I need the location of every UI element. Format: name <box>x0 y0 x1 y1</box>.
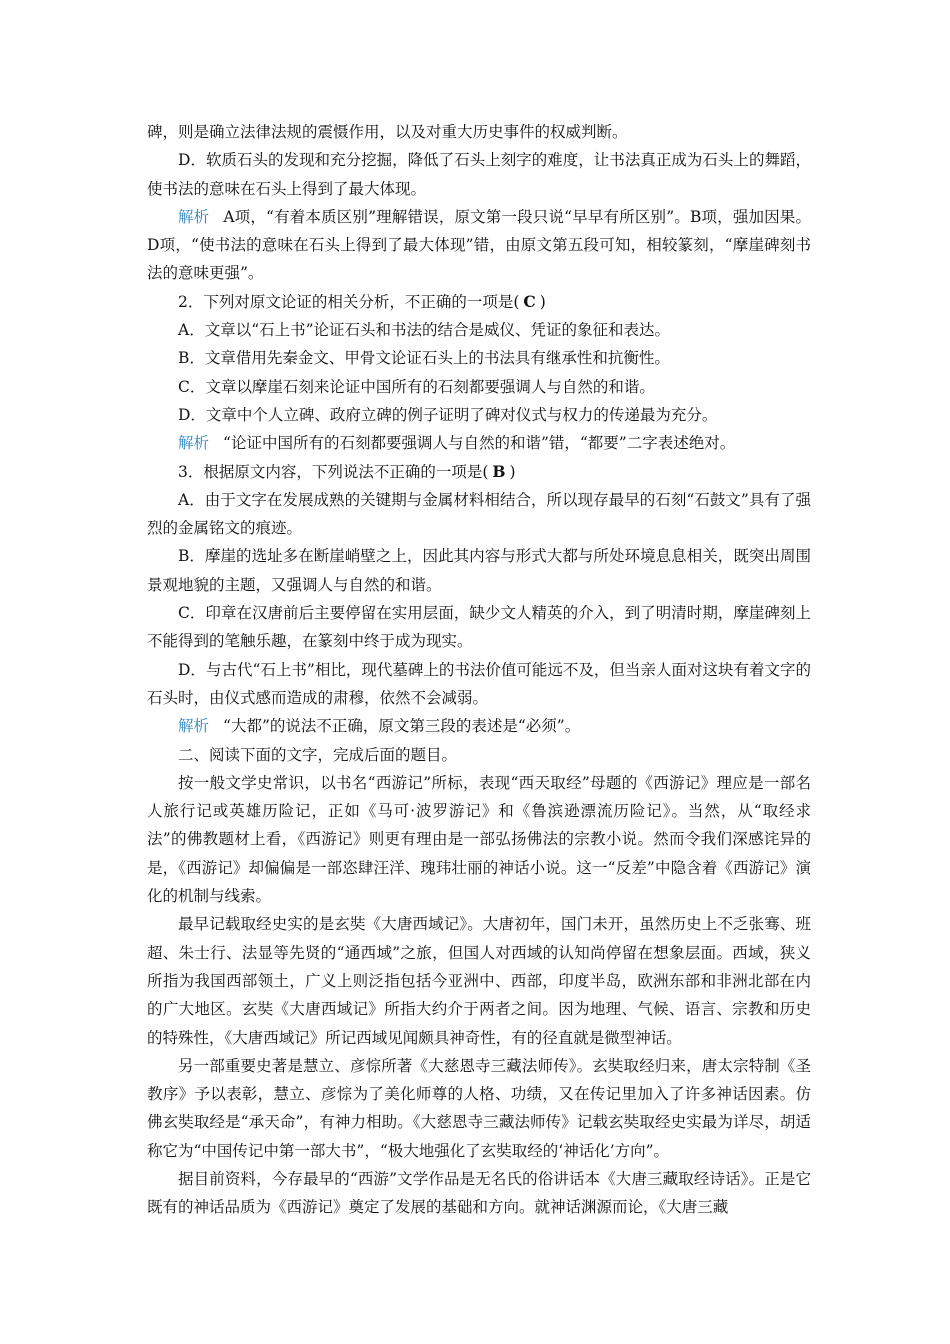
q2-option-b: B．文章借用先秦金文、甲骨文论证石头上的书法具有继承性和抗衡性。 <box>178 349 670 368</box>
q3-stem <box>147 458 811 486</box>
question-stem: 2．下列对原文论证的相关分析，不正确的一项是( <box>178 292 520 311</box>
q2-stem <box>147 288 811 316</box>
q3-option-b: B．摩崖的选址多在断崖峭壁之上，因此其内容与形式大都与所处环境息息相关，既突出周围景观地貌的主题，又强调人与自然的和谐。 <box>147 547 811 594</box>
analysis-label: 解析 <box>178 717 210 736</box>
q3-option-a: A．由于文字在发展成熟的关键期与金属材料相结合，所以现存最早的石刻“石鼓文”具有了强烈的金属铭文的痕迹。 <box>147 490 811 538</box>
q1-option-d: D．软质石头的发现和充分挖掘，降低了石头上刻字的难度，让书法真正成为石头上的舞蹈，使书法的意味在石头上得到了最大体现。 <box>147 151 811 198</box>
passage-paragraph: 另一部重要史著是慧立、彦悰所著《大慈恩寺三藏法师传》。玄奘取经归来，唐太宗特制《圣教序》予以表彰，慧立、彦悰为了美化师尊的人格、功绩，又在传记里加入了许多神话因素。仿佛玄奘取经是“承天命”，有神力相助。《大慈恩寺三藏法师传》记载玄奘取经史实最为详尽，胡适称它为“中国传记中第一部大书”，“极大地强化了玄奘取经的‘神话化’方向”。 <box>147 1056 811 1160</box>
question-stem: 3．根据原文内容，下列说法不正确的一项是( <box>178 462 489 481</box>
analysis-label: 解析 <box>178 207 210 226</box>
q1-analysis <box>147 203 811 288</box>
question-stem-close: ) <box>539 292 546 311</box>
q2-option-d: D．文章中个人立碑、政府立碑的例子证明了碑对仪式与权力的传递最为充分。 <box>178 405 718 424</box>
q2-option-a: A．文章以“石上书”论证石头和书法的结合是威仪、凭证的象征和表达。 <box>178 321 671 340</box>
passage-paragraph: 最早记载取经史实的是玄奘《大唐西域记》。大唐初年，国门未开，虽然历史上不乏张骞、班超、朱士行、法显等先贤的“通西域”之旅，但国人对西域的认知尚停留在想象层面。西域，狭义所指为我国西部领土，广义上则泛指包括今亚洲中、西部，印度半岛，欧洲东部和非洲北部在内的广大地区。玄奘《大唐西域记》所指大约介于两者之间。因为地理、气候、语言、宗教和历史的特殊性，《大唐西域记》所记西域见闻颇具神奇性，有的径直就是微型神话。 <box>147 915 811 1047</box>
passage-paragraph: 按一般文学史常识，以书名“西游记”所标，表现“西天取经”母题的《西游记》理应是一部名人旅行记或英雄历险记，正如《马可·波罗游记》和《鲁滨逊漂流历险记》。当然，从“取经求法”的佛教题材上看，《西游记》则更有理由是一部弘扬佛法的宗教小说。然而令我们深感诧异的是，《西游记》却偏偏是一部恣肆汪洋、瑰玮壮丽的神话小说。这一“反差”中隐含着《西游记》演化的机制与线索。 <box>147 773 811 906</box>
q2-option-c: C．文章以摩崖石刻来论证中国所有的石刻都要强调人与自然的和谐。 <box>178 377 655 396</box>
answer-letter: B <box>492 461 506 481</box>
answer-letter: C <box>523 291 536 311</box>
analysis-text: “大都”的说法不正确，原文第三段的表述是“必须”。 <box>223 717 581 736</box>
q1-option-c-tail: 碑，则是确立法律法规的震慑作用，以及对重大历史事件的权威判断。 <box>147 123 628 141</box>
analysis-label: 解析 <box>178 434 210 453</box>
analysis-text: A项，“有着本质区别”理解错误，原文第一段只说“早早有所区别”。B项，强加因果。D项，“使书法的意味在石头上得到了最大体现”错，由原文第五段可知，相较篆刻，“摩崖碑刻书法的意味更强”。 <box>147 207 811 283</box>
section-heading: 二、阅读下面的文字，完成后面的题目。 <box>178 745 458 764</box>
question-stem-close: ) <box>509 462 516 481</box>
analysis-text: “论证中国所有的石刻都要强调人与自然的和谐”错，“都要”二字表述绝对。 <box>223 434 736 453</box>
passage-paragraph: 据目前资料，今存最早的“西游”文学作品是无名氏的俗讲话本《大唐三藏取经诗话》。正是它既有的神话品质为《西游记》奠定了发展的基础和方向。就神话渊源而论，《大唐三藏 <box>147 1169 811 1217</box>
document-body <box>147 118 811 1222</box>
q2-analysis <box>147 429 811 457</box>
q3-option-d: D．与古代“石上书”相比，现代墓碑上的书法价值可能远不及，但当亲人面对这块有着文字的石头时，由仪式感而造成的肃穆，依然不会减弱。 <box>147 660 811 707</box>
q3-option-c: C．印章在汉唐前后主要停留在实用层面，缺少文人精英的介入，到了明清时期，摩崖碑刻上不能得到的笔触乐趣，在篆刻中终于成为现实。 <box>147 604 811 651</box>
q3-analysis <box>147 712 811 740</box>
